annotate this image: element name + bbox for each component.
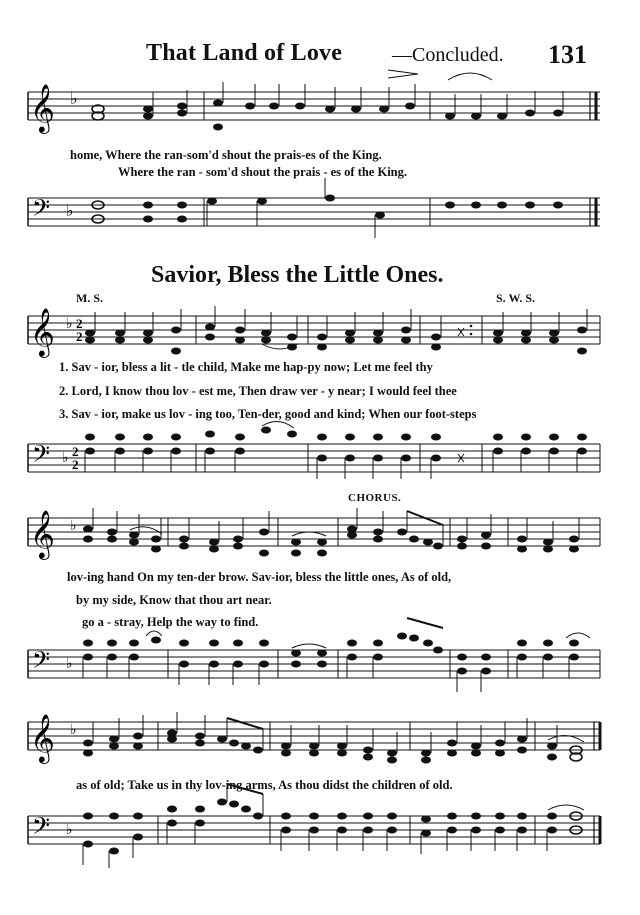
staff-system4-bass: [0, 806, 640, 866]
svg-text:𝄞: 𝄞: [30, 509, 55, 558]
composer-credit-left: M. S.: [76, 291, 103, 305]
lyric-line-top-1: home, Where the ran-som'd shout the prais-es of the King.: [70, 148, 382, 162]
staff-system3-bass: [0, 640, 640, 700]
lyric-line-top-2: Where the ran - som'd shout the prais - es of the King.: [118, 165, 408, 179]
svg-text:2: 2: [76, 316, 83, 331]
svg-text:♭: ♭: [66, 317, 73, 332]
lyric-verse1-line3: as of old; Take us in thy lov-ing arms, As thou didst the children of old.: [76, 778, 453, 792]
svg-text:♭: ♭: [62, 451, 69, 466]
lyric-verse1-line1: 1. Sav - ior, bless a lit - tle child, Make me hap-py now; Let me feel thy: [59, 360, 433, 374]
composer-credit-right: S. W. S.: [496, 291, 536, 305]
staff-system4-treble: [0, 712, 640, 772]
svg-text:𝄢: 𝄢: [32, 440, 51, 473]
lyric-verse3-line2: go a - stray, Help the way to find.: [82, 615, 259, 629]
svg-text:♭: ♭: [70, 91, 78, 108]
svg-text:♭: ♭: [66, 203, 74, 220]
svg-text:𝄞: 𝄞: [30, 307, 55, 356]
svg-text:2: 2: [72, 457, 79, 472]
song-title: Savior, Bless the Little Ones.: [151, 262, 444, 288]
svg-text:♭: ♭: [70, 519, 77, 534]
page-number: 131: [548, 40, 587, 69]
lyric-verse1-line2: lov-ing hand On my ten-der brow. Sav-ior, bless the little ones, As of old,: [67, 570, 452, 584]
lyric-verse2-line2: by my side, Know that thou art near.: [76, 593, 272, 607]
page-header-subtitle: —Concluded.: [392, 44, 504, 66]
svg-text:𝄢: 𝄢: [32, 194, 51, 227]
svg-text:2: 2: [76, 329, 83, 344]
svg-text:2: 2: [72, 444, 79, 459]
chorus-label: CHORUS.: [348, 492, 402, 504]
staff-system1-bass: [0, 188, 640, 248]
svg-text:♭: ♭: [70, 723, 77, 738]
svg-text:𝄞: 𝄞: [30, 713, 55, 762]
svg-text:𝄢: 𝄢: [32, 812, 51, 845]
staff-system2-treble: [0, 306, 640, 366]
svg-text:♭: ♭: [66, 657, 73, 672]
staff-system1-treble: [0, 82, 640, 142]
staff-system3-treble: [0, 508, 640, 568]
staff-system2-bass: [0, 434, 640, 494]
page-header-title: That Land of Love: [146, 40, 343, 66]
lyric-verse3-line1: 3. Sav - ior, make us lov - ing too, Ten-der, good and kind; When our foot-steps: [59, 407, 477, 421]
svg-text:𝄞: 𝄞: [30, 83, 55, 132]
lyric-verse2-line1: 2. Lord, I know thou lov - est me, Then draw ver - y near; I would feel thee: [59, 384, 457, 398]
svg-text:♭: ♭: [66, 823, 73, 838]
svg-text:𝄢: 𝄢: [32, 646, 51, 679]
